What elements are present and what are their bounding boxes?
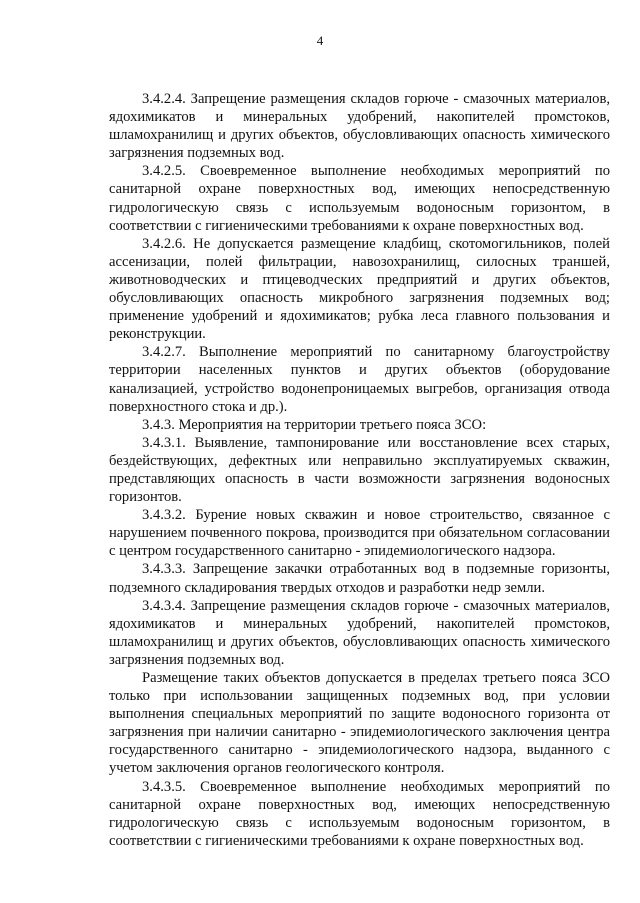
paragraph-3-4-3-heading: 3.4.3. Мероприятия на территории третьего пояса ЗСО: xyxy=(142,416,487,433)
paragraph-3-4-3-1: 3.4.3.1. Выявление, тампонирование или восстановление всех старых, бездействующих, дефектных или неправильно эксплуатируемых скважин, представляющих опасность в части возможности загрязнения водоносных горизонтов. xyxy=(109,434,610,506)
paragraph-placement-conditions: Размещение таких объектов допускается в пределах третьего пояса ЗСО только при использовании защищенных подземных вод, при условии выполнения специальных мероприятий по защите водоносного горизонта от загрязнения при наличии санитарно - эпидемиологического заключения центра государственного санитарно - эпидемиологического надзора, выданного с учетом заключения органов геологического контроля. xyxy=(109,670,610,777)
paragraph-3-4-2-6: 3.4.2.6. Не допускается размещение кладбищ, скотомогильников, полей ассенизации, полей фильтрации, навозохранилищ, силосных траншей, животноводческих и птицеводческих предприятий и других объектов, обусловливающих опасность микробного загрязнения подземных вод; применение удобрений и ядохимикатов; рубка леса главного пользования и реконструкции. xyxy=(109,235,610,343)
paragraph-3-4-3-4: 3.4.3.4. Запрещение размещения складов горюче - смазочных материалов, ядохимикатов и минеральных удобрений, накопителей промстоков, шламохранилищ и других объектов, обусловливающих опасность химического загрязнения подземных вод. xyxy=(109,597,610,668)
paragraph-3-4-2-5: 3.4.2.5. Своевременное выполнение необходимых мероприятий по санитарной охране поверхностных вод, имеющих непосредственную гидрологическую связь с используемым водоносным горизонтом, в соответствии с гигиеническими требованиями к охране поверхностных вод. xyxy=(109,163,610,234)
page-number: 4 xyxy=(316,33,324,48)
paragraph-3-4-2-4: 3.4.2.4. Запрещение размещения складов горюче - смазочных материалов, ядохимикатов и минеральных удобрений, накопителей промстоков, шламохранилищ и других объектов, обусловливающих опасность химического загрязнения подземных вод. xyxy=(109,91,610,162)
paragraph-3-4-2-7: 3.4.2.7. Выполнение мероприятий по санитарному благоустройству территории населенных пунктов и других объектов (оборудование канализацией, устройство водонепроницаемых выгребов, организация отвода поверхностного стока и др.). xyxy=(109,344,610,415)
paragraph-3-4-3-3: 3.4.3.3. Запрещение закачки отработанных вод в подземные горизонты, подземного складирования твердых отходов и разработки недр земли. xyxy=(109,561,610,596)
paragraph-3-4-3-5: 3.4.3.5. Своевременное выполнение необходимых мероприятий по санитарной охране поверхностных вод, имеющих непосредственную гидрологическую связь с используемым водоносным горизонтом, в соответствии с гигиеническими требованиями к охране поверхностных вод. xyxy=(109,778,610,849)
document-body xyxy=(109,90,610,850)
paragraph-3-4-3-2: 3.4.3.2. Бурение новых скважин и новое строительство, связанное с нарушением почвенного покрова, производится при обязательном согласовании с центром государственного санитарно - эпидемиологического надзора. xyxy=(109,507,610,560)
